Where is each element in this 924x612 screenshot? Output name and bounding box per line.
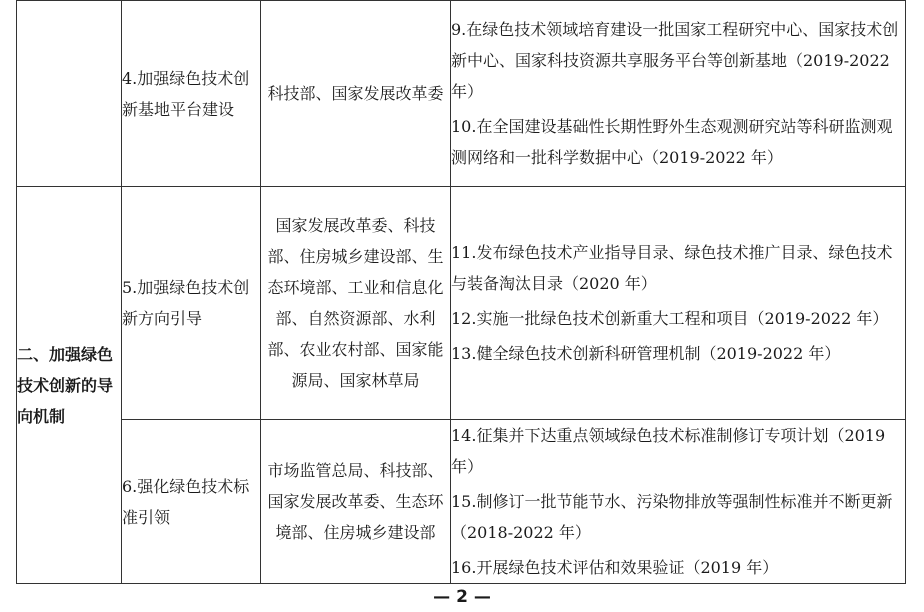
category-cell (17, 1, 122, 187)
department-cell: 科技部、国家发展改革委 (261, 1, 451, 187)
task-item: 10.在全国建设基础性长期性野外生态观测研究站等科研监测观测网络和一批科学数据中心（2019-2022 年） (451, 117, 893, 167)
table-row (17, 187, 906, 420)
table-row (17, 420, 906, 584)
task-item: 16.开展绿色技术评估和效果验证（2019 年） (451, 558, 779, 577)
page-number: — 2 — (433, 587, 491, 607)
policy-table (16, 0, 906, 584)
task-item: 11.发布绿色技术产业指导目录、绿色技术推广目录、绿色技术与装备淘汰目录（2020 年） (451, 243, 893, 293)
task-cell (451, 187, 906, 420)
table-row (17, 1, 906, 187)
task-cell (451, 420, 906, 584)
department-cell: 国家发展改革委、科技部、住房城乡建设部、生态环境部、工业和信息化部、自然资源部、水利部、农业农村部、国家能源局、国家林草局 (261, 187, 451, 420)
measure-cell: 6.强化绿色技术标准引领 (122, 420, 261, 584)
task-item: 13.健全绿色技术创新科研管理机制（2019-2022 年） (451, 344, 841, 363)
measure-cell: 4.加强绿色技术创新基地平台建设 (122, 1, 261, 187)
task-item: 15.制修订一批节能节水、污染物排放等强制性标准并不断更新（2018-2022 年） (451, 492, 893, 542)
task-item: 12.实施一批绿色技术创新重大工程和项目（2019-2022 年） (451, 309, 889, 328)
measure-cell: 5.加强绿色技术创新方向引导 (122, 187, 261, 420)
task-cell (451, 1, 906, 187)
task-item: 14.征集并下达重点领域绿色技术标准制修订专项计划（2019 年） (451, 426, 886, 476)
category-cell: 二、加强绿色技术创新的导向机制 (17, 187, 122, 584)
task-item: 9.在绿色技术领域培育建设一批国家工程研究中心、国家技术创新中心、国家科技资源共享服务平台等创新基地（2019-2022 年） (451, 20, 899, 101)
department-cell: 市场监管总局、科技部、国家发展改革委、生态环境部、住房城乡建设部 (261, 420, 451, 584)
